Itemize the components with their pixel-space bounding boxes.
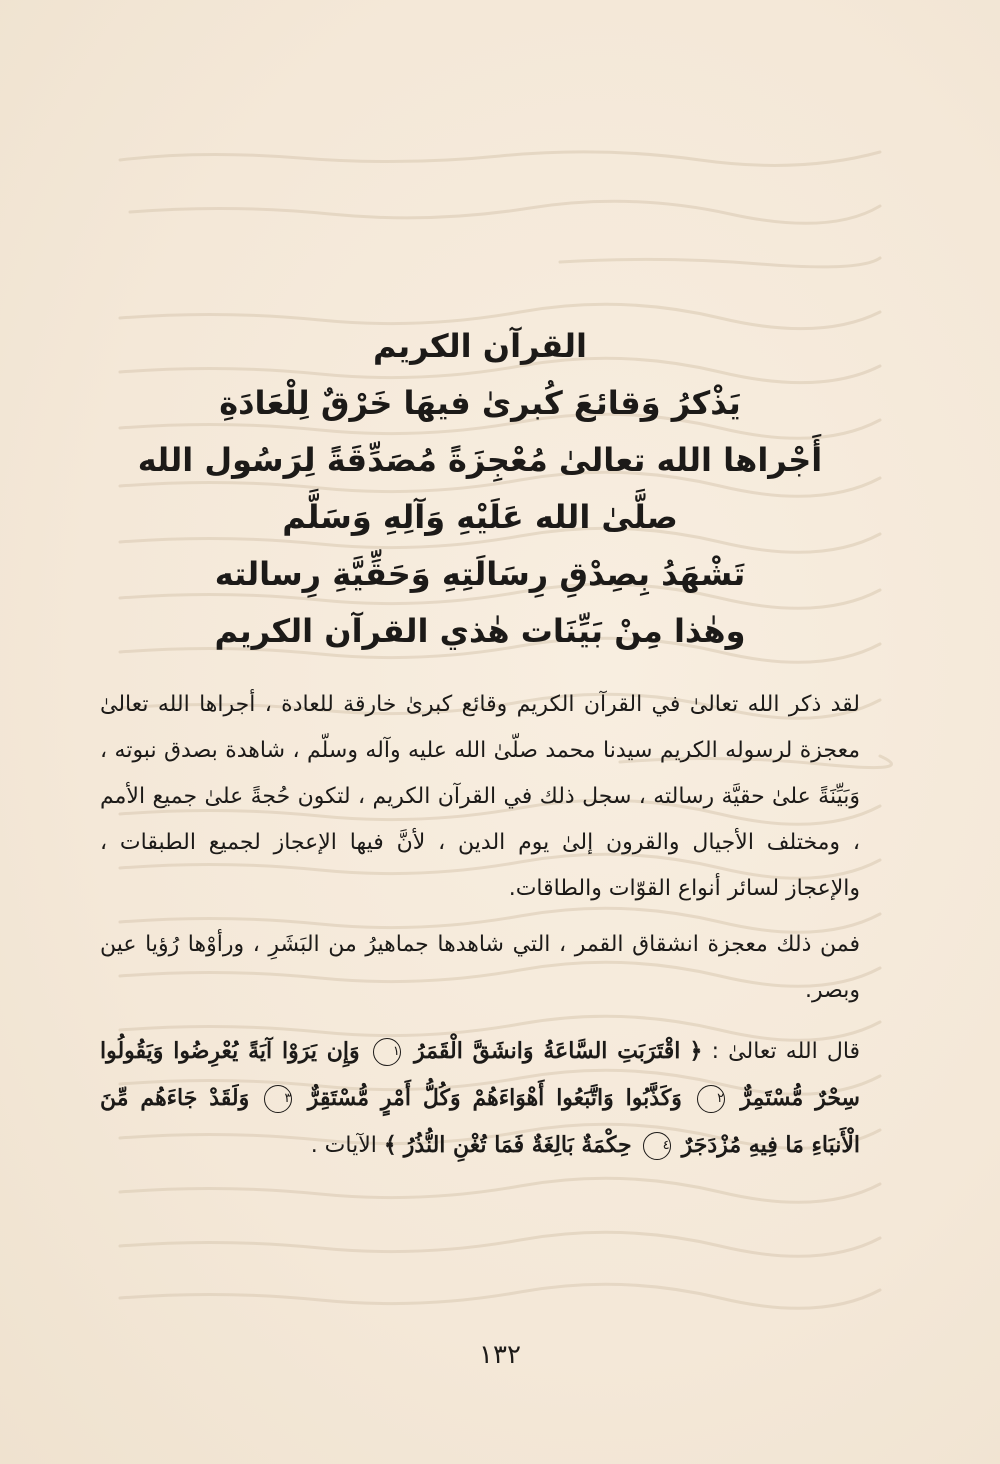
ayah-number-marker-1: ١ xyxy=(373,1038,401,1066)
paragraph-1: لقد ذكر الله تعالىٰ في القرآن الكريم وقائع كبرىٰ خارقة للعادة ، أجراها الله تعالىٰ معجزة لرسوله الكريم سيدنا محمد صلّىٰ الله عليه وآله وسلّم ، شاهدة بصدق نبوته ، وَبَيِّنَةً علىٰ حقيَّة رسالته ، سجل ذلك في القرآن الكريم ، لتكون حُجةً علىٰ جميع الأمم ، ومختلف الأجيال والقرون إلىٰ يوم الدين ، لأنَّ فيها الإعجاز لجميع الطبقات ، والإعجاز لسائر أنواع القوّات والطاقات. xyxy=(100,692,860,901)
quran-verse-3: وَكَذَّبُوا وَاتَّبَعُوا أَهْوَاءَهُمْ وَكُلُّ أَمْرٍ مُّسْتَقِرٌّ xyxy=(307,1085,682,1111)
title-line-5: تَشْهَدُ بِصِدْقِ رِسَالَتِهِ وَحَقِّيَّةِ رِسالته xyxy=(214,555,746,593)
quran-verse-2: وَإِن يَرَوْا آيَةً يُعْرِضُوا وَيَقُولُوا سِحْرٌ مُّسْتَمِرٌّ xyxy=(100,1038,860,1111)
page-content xyxy=(100,318,860,1169)
title-line-3: أَجْراها الله تعالىٰ مُعْجِزَةً مُصَدِّقَةً لِرَسُول الله xyxy=(137,441,823,479)
quran-intro: قال الله تعالىٰ : xyxy=(711,1039,861,1064)
ayah-number-marker-3: ٣ xyxy=(264,1085,292,1113)
paragraph-2: فمن ذلك معجزة انشقاق القمر ، التي شاهدها جماهيرُ من البَشَرِ ، ورأوْها رُؤيا عين وبصر. xyxy=(100,932,860,1003)
title-line-4: صلَّىٰ الله عَلَيْهِ وَآلِهِ وَسَلَّم xyxy=(282,498,678,536)
page-number: ١٣٢ xyxy=(479,1340,521,1370)
ayah-number-marker-2: ٢ xyxy=(697,1085,725,1113)
quran-verse-5: حِكْمَةٌ بَالِغَةٌ فَمَا تُغْنِ النُّذُرُ xyxy=(403,1132,632,1158)
chapter-title xyxy=(100,318,860,660)
ayah-number-marker-4: ٤ xyxy=(643,1132,671,1160)
quran-outro: الآيات . xyxy=(310,1133,377,1158)
quran-quote-paragraph xyxy=(100,1028,860,1169)
quran-close-bracket: ﴾ xyxy=(383,1132,397,1158)
title-line-2: يَذْكرُ وَقائعَ كُبرىٰ فيهَا خَرْقٌ لِلْعَادَةِ xyxy=(219,384,741,422)
quran-verse-1: اقْتَرَبَتِ السَّاعَةُ وَانشَقَّ الْقَمَرُ xyxy=(414,1038,681,1064)
title-line-6: وهٰذا مِنْ بَيِّنَات هٰذي القرآن الكريم xyxy=(214,612,746,650)
title-line-1: القرآن الكريم xyxy=(373,327,587,365)
quran-open-bracket: ﴿ xyxy=(689,1038,703,1064)
quran-verse-4: وَلَقَدْ جَاءَهُم مِّنَ الْأَنبَاءِ مَا فِيهِ مُزْدَجَرٌ xyxy=(100,1085,860,1158)
